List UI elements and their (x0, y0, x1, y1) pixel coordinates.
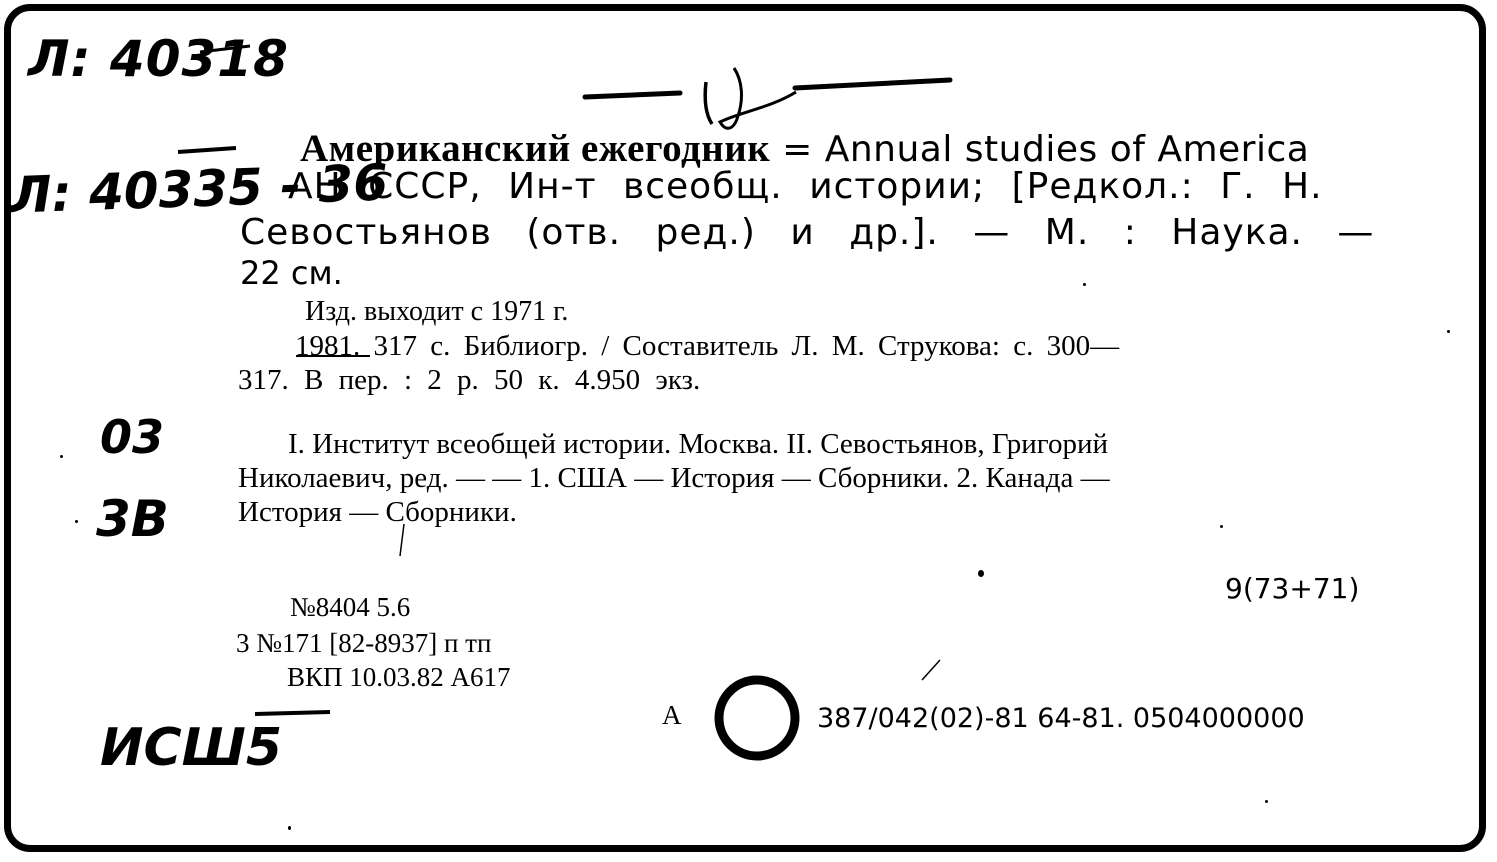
handwritten-code-bottom: ИСШ5 (100, 718, 283, 778)
heading-line-2: АН СССР, Ин-т всеобщ. истории; [Редкол.: Г. Н. (288, 166, 1323, 207)
publication-line-2: 317. В пер. : 2 р. 50 к. 4.950 экз. (238, 364, 701, 396)
ink-speck (1265, 800, 1268, 803)
ink-speck (978, 570, 984, 577)
ink-speck (1220, 525, 1223, 528)
subjects-line-2: Николаевич, ред. — — 1. США — История — Сборники. 2. Канада — (238, 462, 1110, 494)
ink-speck (288, 826, 291, 830)
classification-code: 9(73+71) (1225, 572, 1360, 605)
heading-line-4: 22 см. (240, 254, 343, 292)
title-line (300, 126, 1309, 171)
title-bold: Американский ежегодник (300, 127, 771, 170)
card-number-line-2: 3 №171 [82-8937] п тп (236, 628, 492, 658)
ink-speck (1447, 330, 1450, 333)
handwritten-code-03: 03 (100, 410, 165, 464)
publication-line-1: 1981. 317 с. Библиогр. / Составитель Л. М. Струкова: с. 300— (295, 330, 1120, 362)
handwritten-shelfmark-2: Л: 40335 - 36 (9, 153, 389, 225)
bottom-code-number: 387/042(02)-81 64-81. 0504000000 (817, 703, 1305, 734)
handwritten-code-3v: 3В (96, 490, 169, 548)
bottom-code-letter: А (662, 700, 682, 730)
publication-note: Изд. выходит с 1971 г. (305, 296, 569, 327)
subjects-line-3: История — Сборники. (238, 496, 517, 528)
heading-line-3: Севостьянов (отв. ред.) и др.]. — М. : Наука. — (240, 212, 1375, 253)
handwritten-shelfmark-1: Л: 40318 (28, 30, 289, 88)
card-number-line-3: ВКП 10.03.82 А617 (287, 662, 511, 692)
title-rest: = Annual studies of America (770, 129, 1310, 170)
ink-speck (60, 455, 63, 458)
ink-speck (75, 520, 78, 523)
ink-speck (1083, 283, 1086, 286)
subjects-line-1: I. Институт всеобщей истории. Москва. II. Севостьянов, Григорий (288, 428, 1108, 460)
card-number-line-1: №8404 5.6 (290, 592, 411, 622)
